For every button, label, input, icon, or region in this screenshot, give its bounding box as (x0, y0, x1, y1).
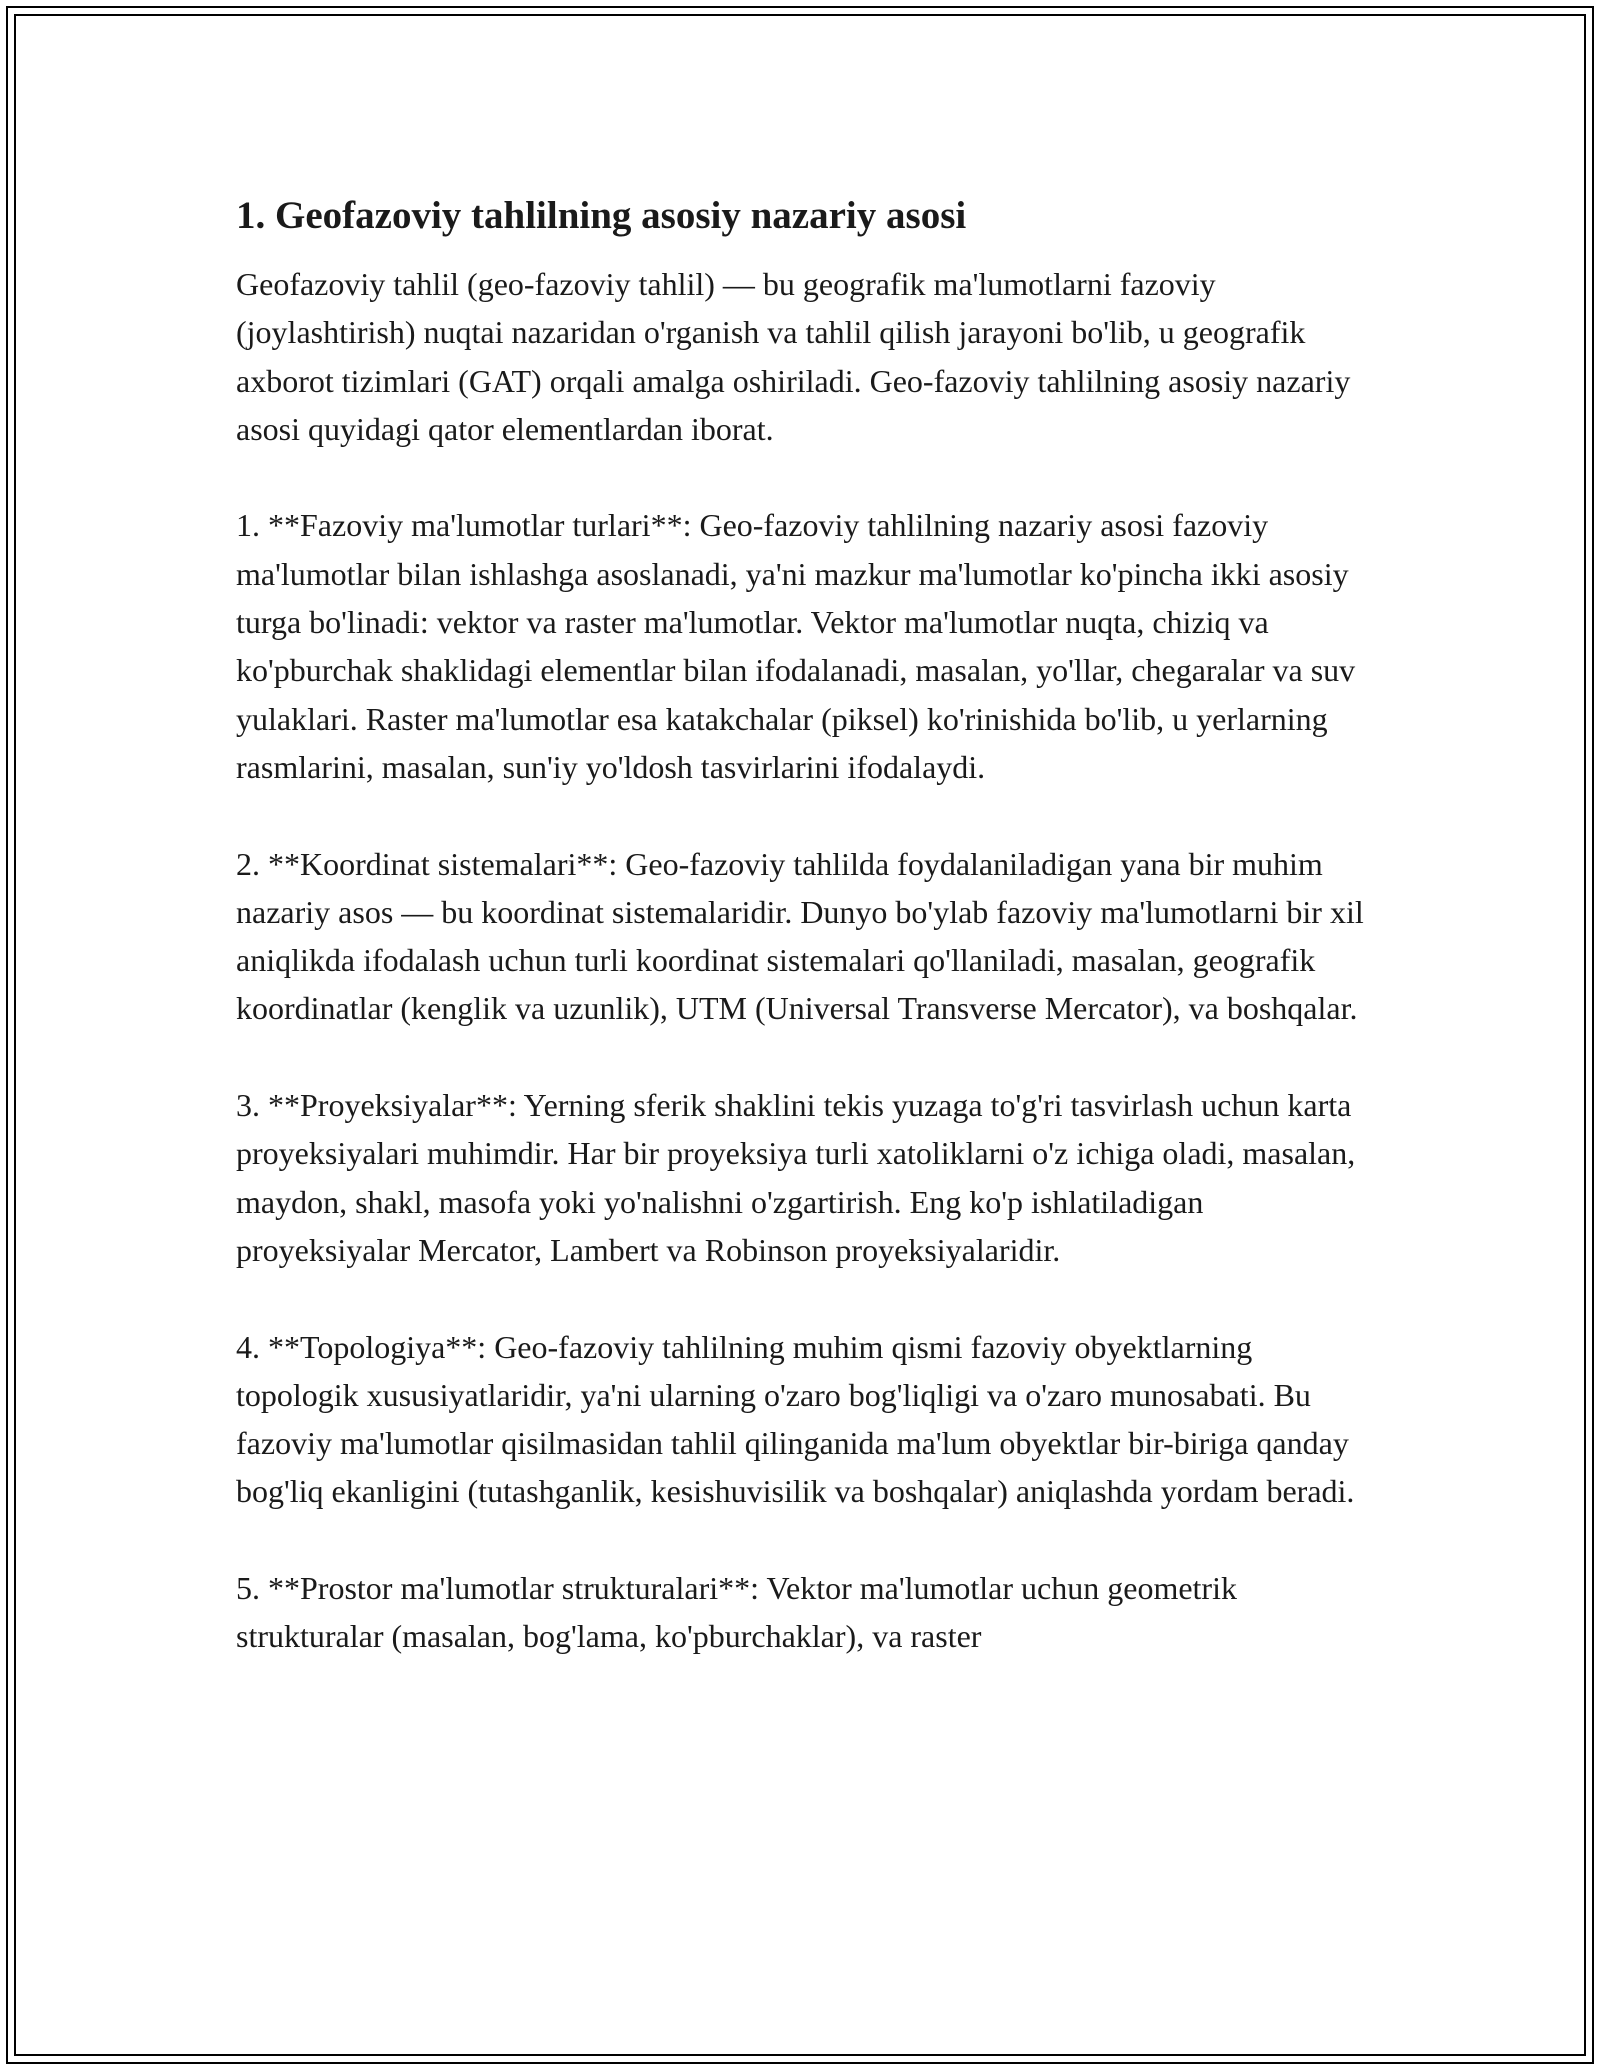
document-body (236, 186, 1372, 1709)
section-heading: 1. Geofazoviy tahlilning asosiy nazariy asosi (236, 194, 967, 237)
intro-paragraph: Geofazoviy tahlil (geo-fazoviy tahlil) — bu geografik ma'lumotlarni fazoviy (joylashtirish) nuqtai nazaridan o'rganish va tahlil qilish jarayoni bo'lib, u geografik axborot tizimlari (GAT) orqali amalga oshiriladi. Geo-fazoviy tahlilning asosiy nazariy asosi quyidagi qator elementlardan iborat. (236, 266, 1351, 447)
paragraph-data-structures: 5. **Prostor ma'lumotlar strukturalari**: Vektor ma'lumotlar uchun geometrik strukturalar (masalan, bog'lama, ko'pburchaklar), va raster (236, 1570, 1237, 1655)
paragraph-coordinate-systems: 2. **Koordinat sistemalari**: Geo-fazoviy tahlilda foydalaniladigan yana bir muhim nazariy asos — bu koordinat sistemalaridir. Dunyo bo'ylab fazoviy ma'lumotlarni bir xil aniqlikda ifodalash uchun turli koordinat sistemalari qo'llaniladi, masalan, geografik koordinatlar (kenglik va uzunlik), UTM (Universal Transverse Mercator), va boshqalar. (236, 845, 1364, 1027)
paragraph-projections: 3. **Proyeksiyalar**: Yerning sferik shaklini tekis yuzaga to'g'ri tasvirlash uchun karta proyeksiyalari muhimdir. Har bir proyeksiya turli xatoliklarni o'z ichiga oladi, masalan, maydon, shakl, masofa yoki yo'nalishni o'zgartirish. Eng ko'p ishlatiladigan proyeksiyalar Mercator, Lambert va Robinson proyeksiyalaridir. (236, 1087, 1356, 1268)
paragraph-topology: 4. **Topologiya**: Geo-fazoviy tahlilning muhim qismi fazoviy obyektlarning topologik xususiyatlaridir, ya'ni ularning o'zaro bog'liqligi va o'zaro munosabati. Bu fazoviy ma'lumotlar qisilmasidan tahlil qilinganida ma'lum obyektlar bir-biriga qanday bog'liq ekanligini (tutashganlik, kesishuvisilik va boshqalar) aniqlashda yordam beradi. (236, 1328, 1355, 1510)
paragraph-data-types: 1. **Fazoviy ma'lumotlar turlari**: Geo-fazoviy tahlilning nazariy asosi fazoviy ma'lumotlar bilan ishlashga asoslanadi, ya'ni mazkur ma'lumotlar ko'pincha ikki asosiy turga bo'linadi: vektor va raster ma'lumotlar. Vektor ma'lumotlar nuqta, chiziq va ko'pburchak shaklidagi elementlar bilan ifodalanadi, masalan, yo'llar, chegaralar va suv yulaklari. Raster ma'lumotlar esa katakchalar (piksel) ko'rinishida bo'lib, u yerlarning rasmlarini, masalan, sun'iy yo'ldosh tasvirlarini ifodalaydi. (236, 507, 1356, 785)
